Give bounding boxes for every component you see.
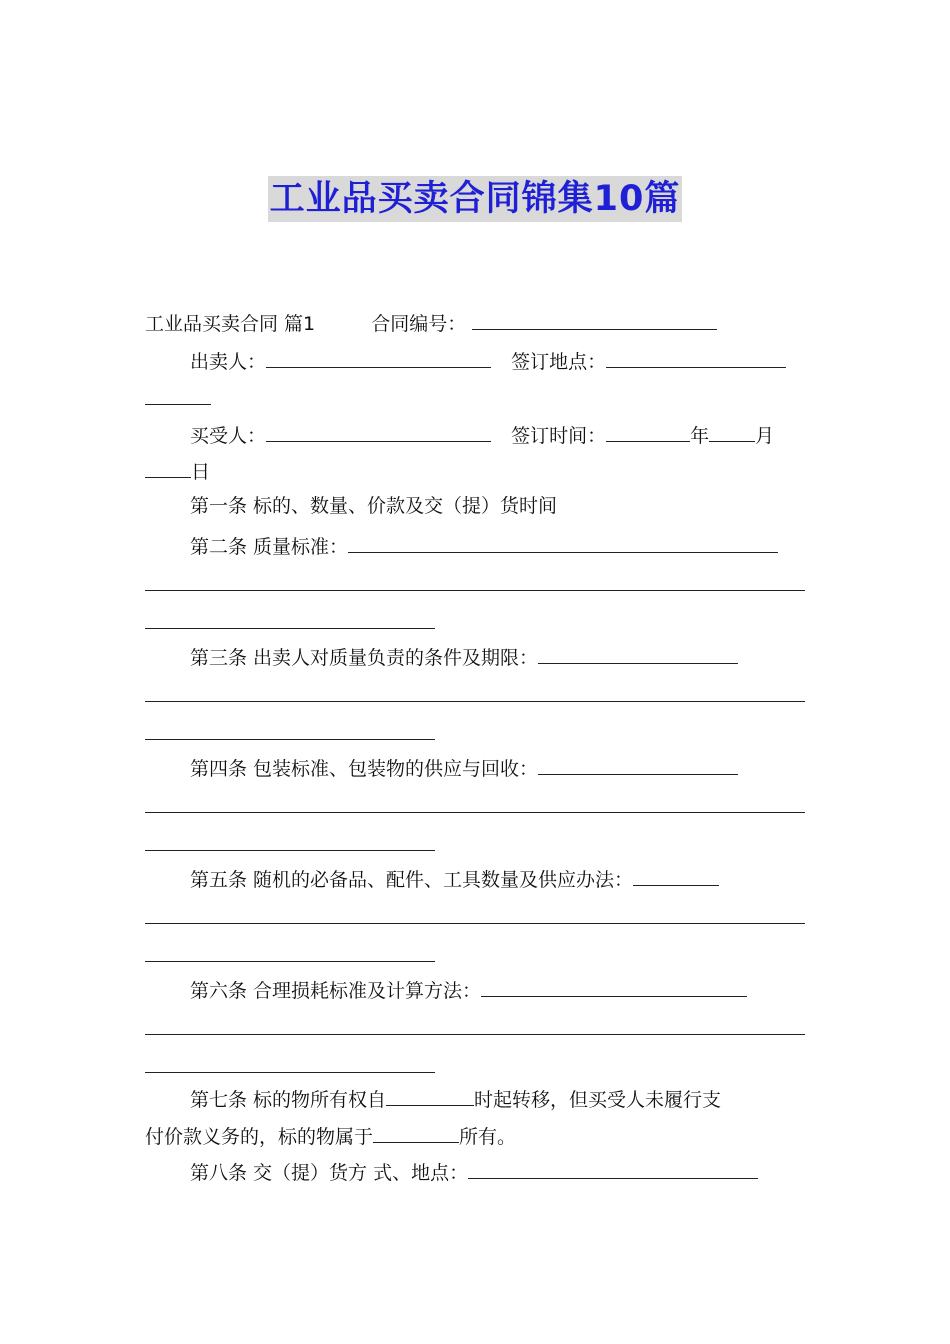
contract-no-blank — [472, 307, 717, 330]
sign-place-blank — [606, 345, 786, 368]
article-1-text: 第一条 标的、数量、价款及交（提）货时间 — [190, 495, 558, 517]
article-8 — [145, 1156, 805, 1186]
contract-no-label: 合同编号： — [371, 313, 467, 335]
article-7-blank-2 — [373, 1120, 459, 1143]
contract-header-line — [145, 307, 805, 337]
article-3 — [145, 641, 805, 671]
article-2 — [145, 530, 805, 560]
article-2-rule-2 — [145, 628, 435, 629]
article-7-text-4: 所有。 — [459, 1126, 517, 1148]
article-5-text: 第五条 随机的必备品、配件、工具数量及供应办法： — [190, 869, 634, 891]
day-blank — [145, 455, 191, 478]
article-6-text: 第六条 合理损耗标准及计算方法： — [190, 980, 482, 1002]
article-6-rule-2 — [145, 1072, 435, 1073]
buyer-line — [145, 419, 805, 449]
article-7-text-3: 付价款义务的，标的物属于 — [145, 1126, 374, 1148]
article-6-rule-1 — [145, 1034, 805, 1035]
article-4-rule-1 — [145, 812, 805, 813]
document-title-wrap — [0, 176, 950, 222]
article-7-text-2: 时起转移，但买受人未履行支 — [474, 1089, 722, 1111]
article-7-line-1 — [145, 1083, 805, 1113]
sign-place-label: 签订地点： — [511, 351, 607, 373]
day-label: 日 — [191, 461, 211, 483]
article-2-rule-1 — [145, 590, 805, 591]
article-3-rule-2 — [145, 739, 435, 740]
article-2-blank — [348, 530, 778, 553]
article-3-text: 第三条 出卖人对质量负责的条件及期限： — [190, 647, 539, 669]
contract-heading: 工业品买卖合同 篇1 — [145, 313, 316, 335]
article-5-rule-2 — [145, 961, 435, 962]
article-7-blank-1 — [386, 1083, 474, 1106]
sign-time-label: 签订时间： — [511, 425, 607, 447]
seller-label: 出卖人： — [190, 351, 267, 373]
article-5 — [145, 863, 805, 893]
document-title: 工业品买卖合同锦集10篇 — [268, 176, 683, 222]
article-8-text: 第八条 交（提）货方 式、地点： — [190, 1162, 469, 1184]
year-label: 年 — [690, 425, 710, 447]
article-4-text: 第四条 包装标准、包装物的供应与回收： — [190, 758, 539, 780]
seller-blank — [266, 345, 491, 368]
sign-place-blank-continued — [145, 404, 211, 405]
month-label: 月 — [755, 425, 775, 447]
day-line — [145, 455, 805, 485]
article-4-rule-2 — [145, 850, 435, 851]
article-6-blank — [481, 974, 747, 997]
article-3-rule-1 — [145, 701, 805, 702]
article-8-blank — [468, 1156, 758, 1179]
month-blank — [709, 419, 755, 442]
year-blank — [606, 419, 690, 442]
buyer-label: 买受人： — [190, 425, 267, 447]
article-4 — [145, 752, 805, 782]
article-7-text-1: 第七条 标的物所有权自 — [190, 1089, 387, 1111]
article-6 — [145, 974, 805, 1004]
article-4-blank — [538, 752, 738, 775]
article-7-line-2 — [145, 1120, 805, 1150]
article-3-blank — [538, 641, 738, 664]
article-2-text: 第二条 质量标准： — [190, 536, 349, 558]
seller-line — [145, 345, 805, 375]
article-1 — [145, 491, 805, 521]
article-5-rule-1 — [145, 923, 805, 924]
buyer-blank — [266, 419, 491, 442]
article-5-blank — [633, 863, 719, 886]
